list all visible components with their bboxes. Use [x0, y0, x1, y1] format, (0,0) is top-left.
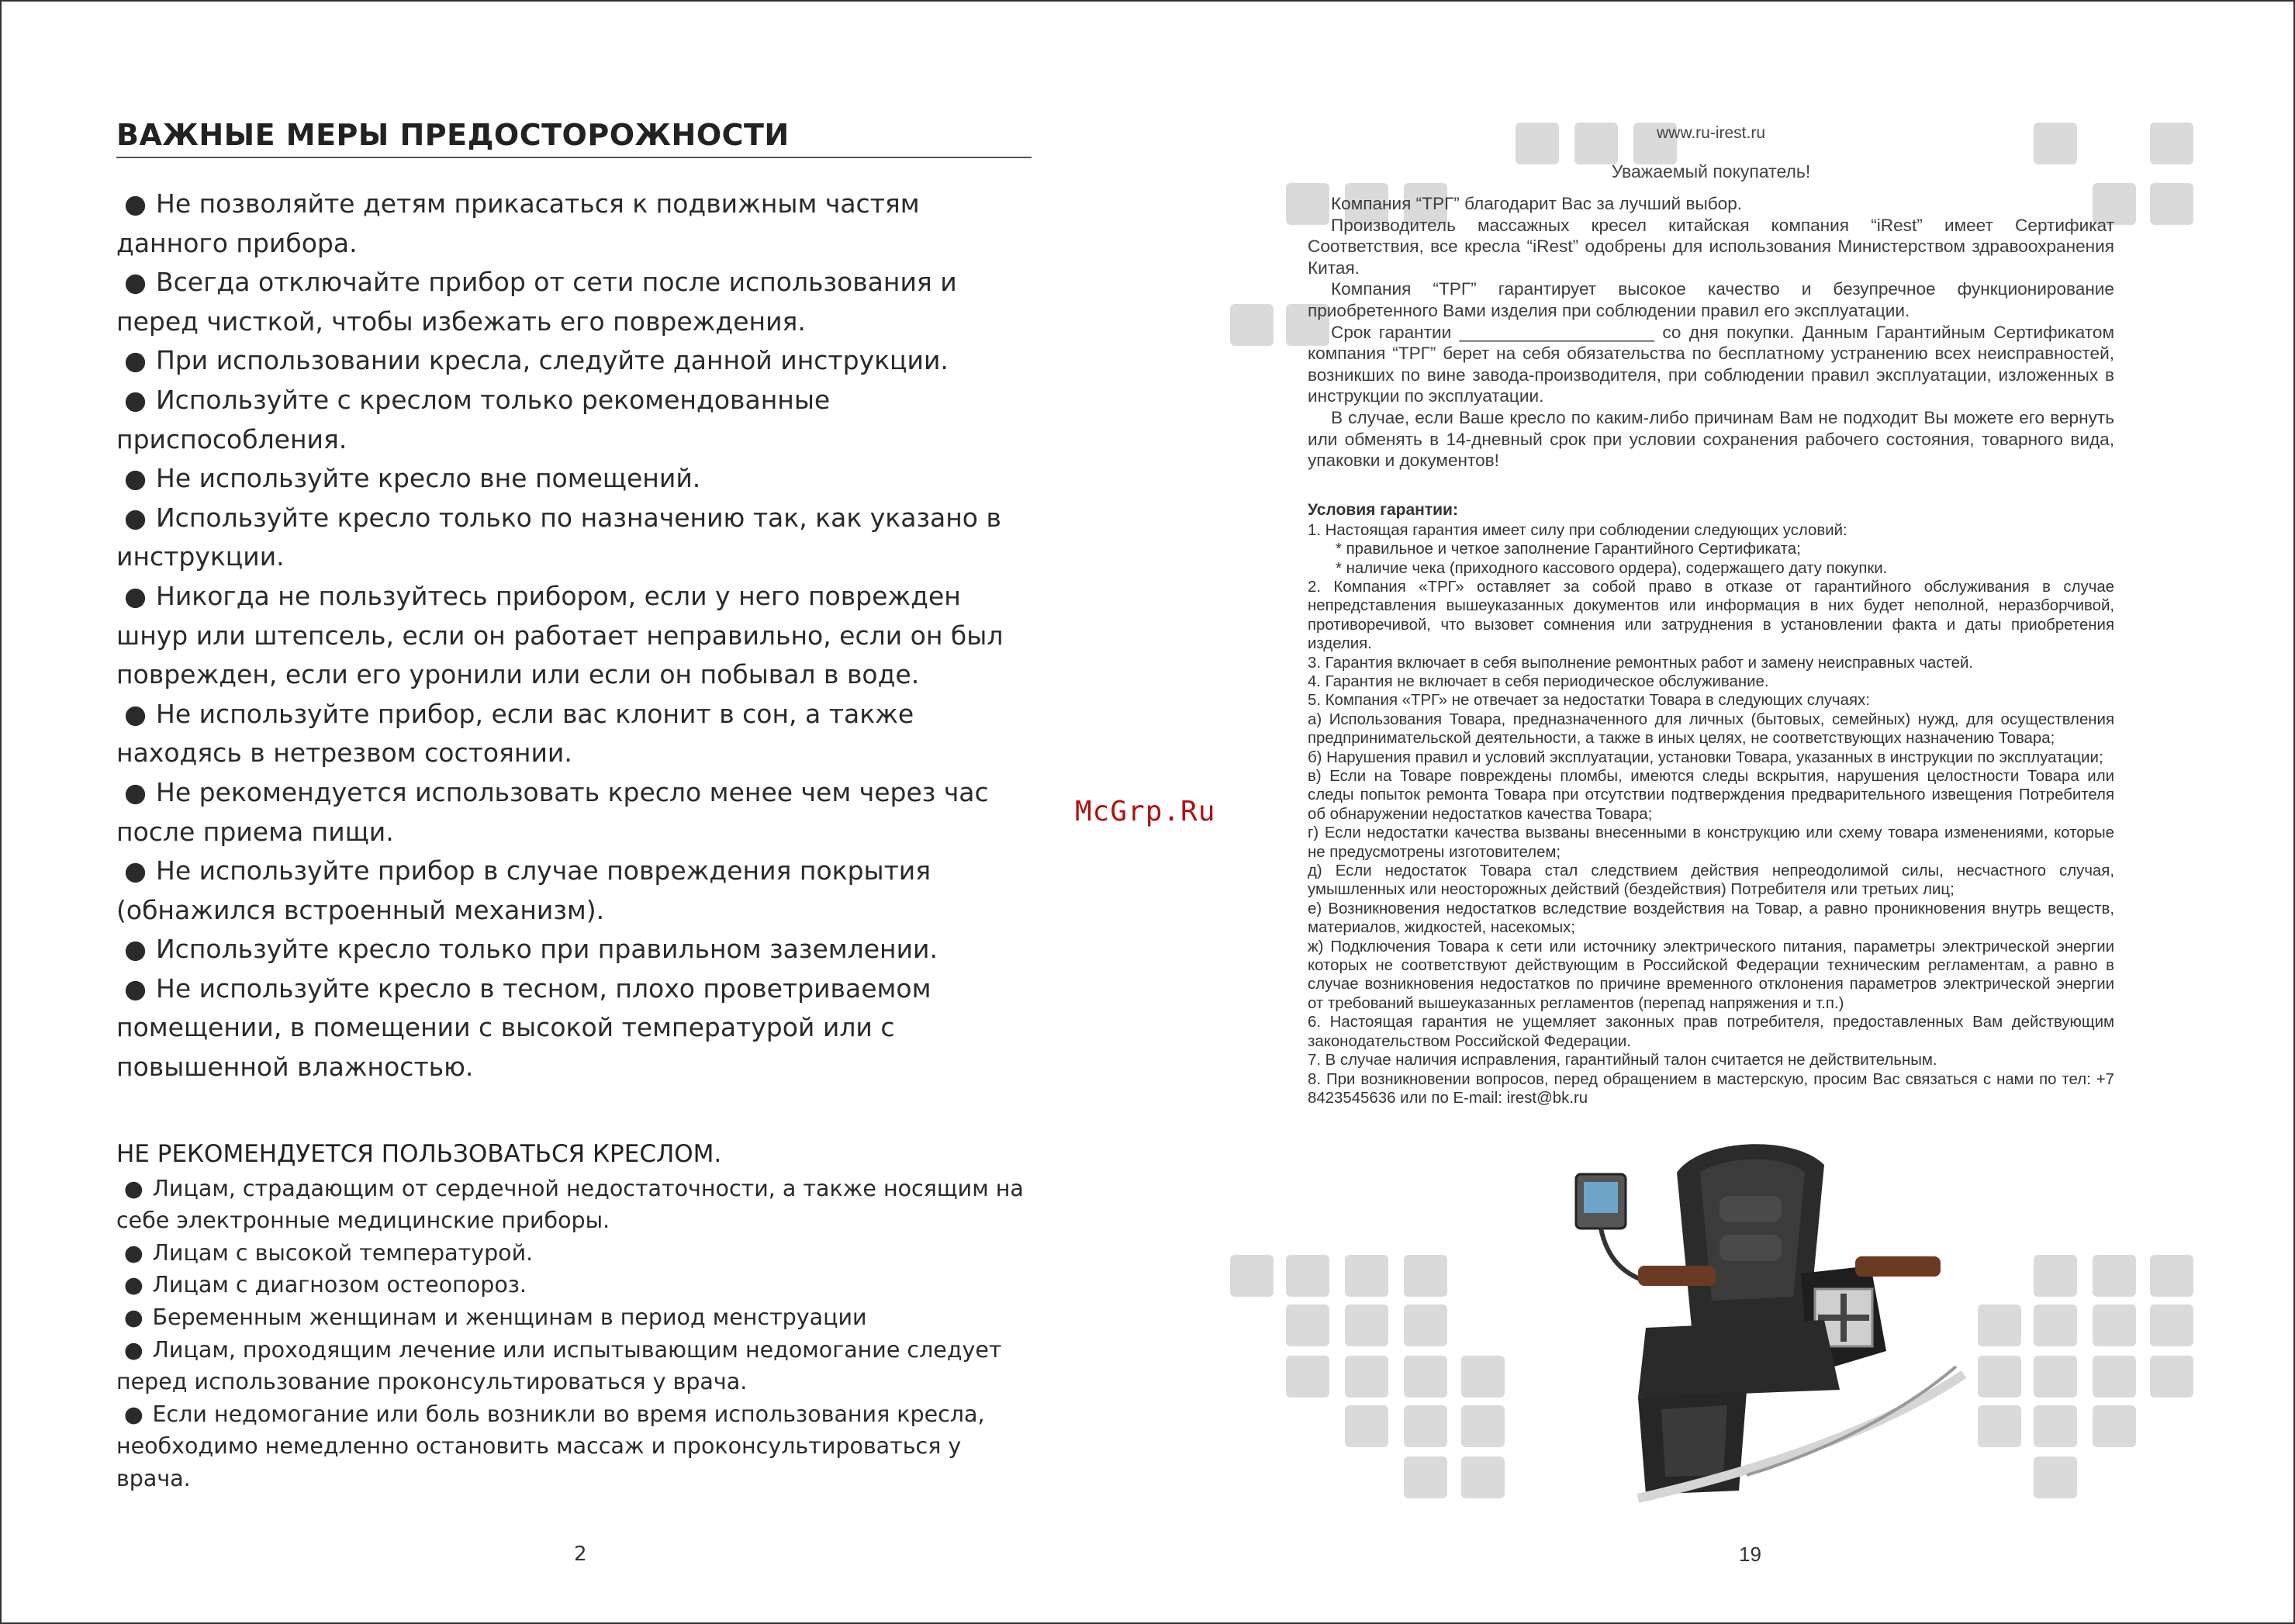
- warning-item: [116, 852, 1039, 930]
- decor-square: [2034, 1356, 2077, 1398]
- decor-square: [1404, 1304, 1447, 1346]
- bullet-icon: ●: [123, 1401, 143, 1427]
- right-page: [1308, 124, 2114, 1107]
- condition-item: 7. В случае наличия исправления, гарантийный талон считается не действительным.: [1308, 1052, 1937, 1069]
- decor-square: [2093, 1304, 2136, 1346]
- decor-square: [2150, 1304, 2193, 1346]
- decor-square: [1404, 1255, 1447, 1297]
- condition-item: ж) Подключения Товара к сети или источнику электрического питания, параметры электрической энергии которых не соответствуют действующим в Российской Федерации техническим регламентам, а равно в случае возникновения недостатков по причине временного отклонения параметров электрической энергии от требований вышеуказанных регламентов (перепад напряжения и т.п.): [1308, 938, 2114, 1012]
- not-recommended-title: НЕ РЕКОМЕНДУЕТСЯ ПОЛЬЗОВАТЬСЯ КРЕСЛОМ.: [116, 1139, 722, 1168]
- warning-item-text: Используйте кресло только по назначению так, как указано в инструкции.: [116, 502, 1001, 572]
- decor-square: [2034, 1304, 2077, 1346]
- decor-square: [2034, 1456, 2077, 1498]
- warning-item-text: Не используйте кресло в тесном, плохо проветриваемом помещении, в помещении с высокой температурой или с повышенной влажностью.: [116, 973, 931, 1083]
- intro-paragraph: Производитель массажных кресел китайская компания “iRest” имеет Сертификат Соответствия, все кресла “iRest” одобрены для использования Министерством здравоохранения Китая.: [1308, 215, 2114, 278]
- warnings-list: [116, 185, 1039, 1087]
- decor-square: [1286, 1255, 1329, 1297]
- warning-item-text: Используйте кресло только при правильном заземлении.: [156, 934, 938, 965]
- bullet-icon: ●: [123, 1304, 143, 1331]
- decor-square: [1230, 304, 1274, 346]
- not-recommended-item: [116, 1301, 1039, 1334]
- bullet-icon: ●: [124, 345, 147, 376]
- not-recommended-item: [116, 1398, 1039, 1495]
- condition-item: е) Возникновения недостатков вследствие воздействия на Товар, а равно проникновения внутрь веществ, материалов, жидкостей, насекомых;: [1308, 900, 2114, 937]
- condition-item: в) Если на Товаре повреждены пломбы, имеются следы вскрытия, нарушения целостности Товара или следы попыток ремонта Товара при отсутствии подтверждения предварительного извещения Потребителя об обнаружении недостатков качества Товара;: [1308, 768, 2114, 823]
- watermark: McGrp.Ru: [1075, 796, 1216, 828]
- bullet-icon: ●: [123, 1239, 143, 1266]
- not-recommended-item: [116, 1334, 1039, 1398]
- bullet-icon: ●: [124, 776, 147, 807]
- bullet-icon: ●: [124, 698, 147, 729]
- warning-item: [116, 577, 1039, 695]
- bullet-icon: ●: [124, 267, 147, 298]
- decor-square: [2150, 1356, 2193, 1398]
- not-recommended-item: [116, 1173, 1039, 1237]
- not-recommended-item-text: Лицам, страдающим от сердечной недостаточности, а также носящим на себе электронные медицинские приборы.: [116, 1175, 1024, 1234]
- warning-item: [116, 459, 1039, 499]
- page-number-right: 19: [1739, 1543, 1761, 1566]
- warning-item: [116, 773, 1039, 852]
- not-recommended-list: [116, 1173, 1039, 1495]
- warranty-conditions: [1308, 521, 2114, 1108]
- warranty-intro: [1308, 193, 2114, 472]
- condition-item: б) Нарушения правил и условий эксплуатации, установки Товара, указанных в инструкции по эксплуатации;: [1308, 748, 2103, 766]
- decor-square: [1978, 1405, 2021, 1447]
- decor-square: [1230, 1255, 1274, 1297]
- bullet-icon: ●: [124, 463, 147, 494]
- decor-square: [1345, 1405, 1388, 1447]
- warning-item-text: Не позволяйте детям прикасаться к подвижным частям данного прибора.: [116, 188, 920, 258]
- greeting: Уважаемый покупатель!: [1611, 161, 1811, 181]
- decor-square: [1978, 1304, 2021, 1346]
- decor-square: [1345, 1255, 1388, 1297]
- decor-square: [1404, 1456, 1447, 1498]
- decor-square: [1978, 1356, 2021, 1398]
- page-number-left: 2: [574, 1543, 587, 1566]
- decor-square: [2093, 1356, 2136, 1398]
- decor-square: [1286, 1356, 1329, 1398]
- decor-square: [2034, 1255, 2077, 1297]
- decor-square: [2150, 1255, 2193, 1297]
- decor-square: [2093, 1405, 2136, 1447]
- condition-item: д) Если недостаток Товара стал следствием действия непреодолимой силы, несчастного случая, умышленных или неосторожных действий (бездействия) Потребителя или третьих лиц;: [1308, 862, 2114, 899]
- intro-paragraph: Компания “ТРГ” благодарит Вас за лучший выбор.: [1331, 194, 1743, 213]
- website-link[interactable]: www.ru-irest.ru: [1656, 124, 1766, 142]
- bullet-icon: ●: [123, 1272, 143, 1298]
- bullet-icon: ●: [123, 1336, 143, 1363]
- warning-item-text: Не используйте прибор, если вас клонит в сон, а также находясь в нетрезвом состоянии.: [116, 698, 914, 769]
- condition-item: 4. Гарантия не включает в себя периодическое обслуживание.: [1308, 672, 1769, 690]
- condition-item: 3. Гарантия включает в себя выполнение ремонтных работ и замену неисправных частей.: [1308, 654, 1974, 672]
- warning-item-text: При использовании кресла, следуйте данной инструкции.: [156, 345, 949, 376]
- decor-square: [1461, 1356, 1505, 1398]
- condition-item: * правильное и четкое заполнение Гарантийного Сертификата;: [1336, 541, 1801, 558]
- bullet-icon: ●: [123, 1175, 143, 1201]
- not-recommended-item: [116, 1237, 1039, 1270]
- not-recommended-item-text: Лицам, проходящим лечение или испытывающим недомогание следует перед использование проконсультироваться у врача.: [116, 1336, 1002, 1395]
- decor-square: [1286, 1304, 1329, 1346]
- warning-item-text: Всегда отключайте прибор от сети после использования и перед чисткой, чтобы избежать его повреждения.: [116, 267, 957, 337]
- warning-item-text: Не используйте кресло вне помещений.: [156, 463, 701, 494]
- warning-item: [116, 341, 1039, 381]
- warning-item: [116, 695, 1039, 773]
- bullet-icon: ●: [124, 580, 147, 611]
- decor-square: [2150, 183, 2193, 225]
- condition-item: * наличие чека (приходного кассового ордера), содержащего дату покупки.: [1336, 559, 1888, 577]
- bullet-icon: ●: [124, 973, 147, 1004]
- bullet-icon: ●: [124, 934, 147, 965]
- warning-item: [116, 930, 1039, 969]
- condition-item: г) Если недостатки качества вызваны внесенными в конструкцию или схему товара изменениями, которые не предусмотрены изготовителем;: [1308, 824, 2114, 861]
- intro-paragraph: Срок гарантии ____________________ со дня покупки. Данным Гарантийным Сертификатом компания “ТРГ” берет на себя обязательства по бесплатному устранению всех неисправностей, возникших по вине завода-производителя, при соблюдении правил эксплуатации, изложенных в инструкции по эксплуатации.: [1308, 322, 2114, 406]
- bullet-icon: ●: [124, 384, 147, 415]
- intro-paragraph: Компания “ТРГ” гарантирует высокое качество и безупречное функционирование приобретенного Вами изделия при соблюдении правил его эксплуатации.: [1308, 279, 2114, 320]
- conditions-title: Условия гарантии:: [1308, 500, 1458, 519]
- decor-square: [1404, 1405, 1447, 1447]
- condition-item: 5. Компания «ТРГ» не отвечает за недостатки Товара в следующих случаях:: [1308, 692, 1870, 710]
- warning-item: [116, 969, 1039, 1087]
- warning-item: [116, 381, 1039, 459]
- decor-square: [2093, 1255, 2136, 1297]
- decor-square: [1345, 1304, 1388, 1346]
- decor-square: [1461, 1456, 1505, 1498]
- decor-square: [1345, 1356, 1388, 1398]
- not-recommended-item: [116, 1269, 1039, 1301]
- bullet-icon: ●: [124, 502, 147, 533]
- warning-item: [116, 263, 1039, 341]
- decor-square: [1461, 1405, 1505, 1447]
- warning-item-text: Не используйте прибор в случае повреждения покрытия (обнажился встроенный механизм).: [116, 855, 931, 925]
- condition-item: 2. Компания «ТРГ» оставляет за собой право в отказе от гарантийного обслуживания в случае непредставления вышеуказанных документов или информация в них будет неполной, неразборчивой, противоречивой, что вызовет сомнения или затруднения в установлении факта и даты приобретения изделия.: [1308, 578, 2114, 653]
- warning-item-text: Никогда не пользуйтесь прибором, если у него поврежден шнур или штепсель, если он работает неправильно, если он был поврежден, если его уронили или если он побывал в воде.: [116, 580, 1004, 690]
- condition-item: 6. Настоящая гарантия не ущемляет законных прав потребителя, предоставленных Вам действующим законодательством Российской Федерации.: [1308, 1014, 2114, 1050]
- not-recommended-item-text: Лицам с диагнозом остеопороз.: [152, 1272, 527, 1298]
- warning-item-text: Не рекомендуется использовать кресло менее чем через час после приема пищи.: [116, 776, 989, 847]
- condition-item: 8. При возникновении вопросов, перед обращением в мастерскую, просим Вас связаться с нами по тел: +7 8423545636 или по E-mail: irest@bk.ru: [1308, 1070, 2114, 1107]
- massage-chair-image: [1545, 1142, 1979, 1506]
- condition-item: 1. Настоящая гарантия имеет силу при соблюдении следующих условий:: [1308, 521, 1847, 539]
- decor-square: [2034, 1405, 2077, 1447]
- warning-item-text: Используйте с креслом только рекомендованные приспособления.: [116, 384, 831, 454]
- condition-item: а) Использования Товара, предназначенного для личных (бытовых, семейных) нужд, для осуществления предпринимательской деятельности, а также в иных целях, не соответствующих назначению Товара;: [1308, 710, 2114, 748]
- intro-paragraph: В случае, если Ваше кресло по каким-либо причинам Вам не подходит Вы можете его вернуть или обменять в 14-дневный срок при условии сохранения рабочего состояния, товарного вида, упаковки и документов!: [1308, 407, 2114, 471]
- decor-square: [2150, 123, 2193, 164]
- decor-square: [1404, 1356, 1447, 1398]
- not-recommended-item-text: Беременным женщинам и женщинам в период менструации: [152, 1304, 867, 1331]
- bullet-icon: ●: [124, 855, 147, 886]
- left-page: [116, 118, 1039, 1495]
- warning-item: [116, 185, 1039, 263]
- warning-item: [116, 499, 1039, 577]
- not-recommended-item-text: Лицам с высокой температурой.: [152, 1239, 534, 1266]
- bullet-icon: ●: [124, 188, 147, 219]
- page-title: ВАЖНЫЕ МЕРЫ ПРЕДОСТОРОЖНОСТИ: [116, 118, 1032, 158]
- not-recommended-item-text: Если недомогание или боль возникли во время использования кресла, необходимо немедленно остановить массаж и проконсультироваться у врача.: [116, 1401, 985, 1491]
